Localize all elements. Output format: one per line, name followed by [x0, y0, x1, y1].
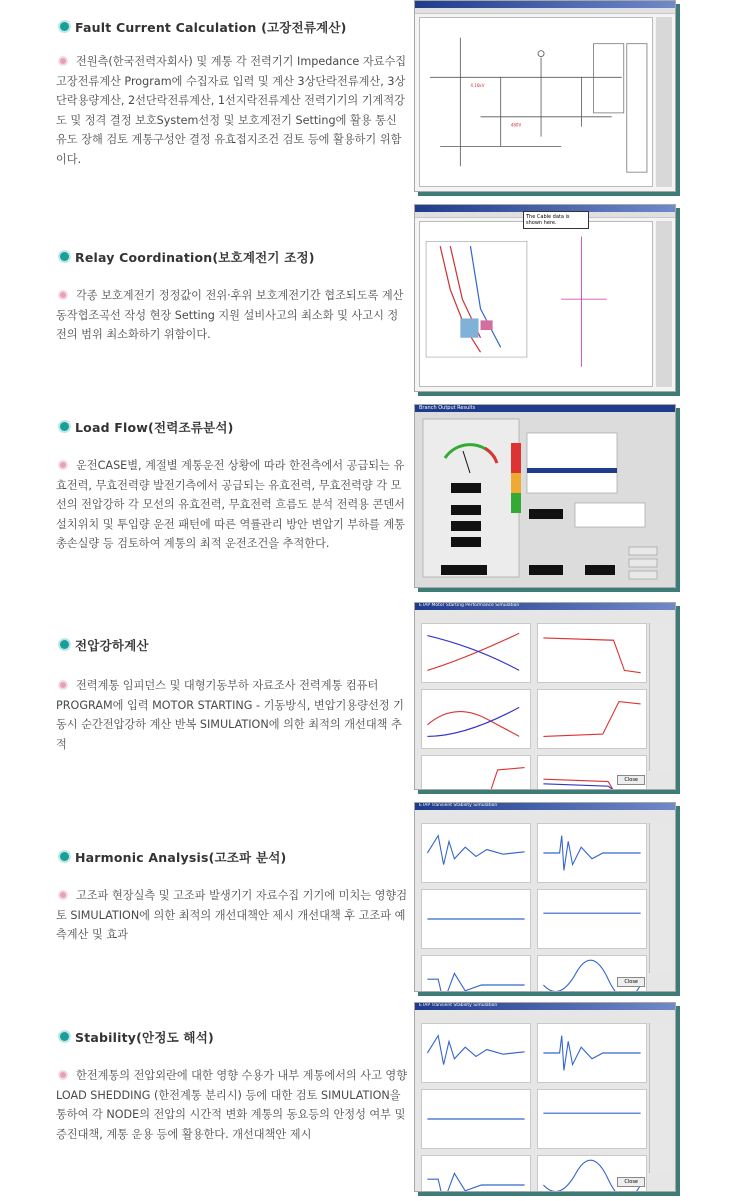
svg-text:480V: 480V [510, 122, 522, 128]
section-body: 운전CASE별, 계절별 계통운전 상황에 따라 한전측에서 공급되는 유효전력, 무효전력량 발전기측에서 공급되는 유효전력, 무효전력량 각 모선의 전압강하 각 모선의 유효전력, 무효전력 흐름도 분석 전력용 콘덴서 설치위치 및 투입량 운전 패턴에 따른 역률관리 방안 변압기 부하를 계통 총손실량 등 검토하여 계통의 최적 운전조건을 추적한다. [56, 459, 405, 551]
branch-output-dialog-icon [415, 413, 675, 588]
section-title: Harmonic Analysis(고조파 분석) [60, 848, 286, 866]
section-body: 고조파 현장실측 및 고조파 발생기기 자료수집 기기에 미치는 영향검토 SIMULATION에 의한 최적의 개선대책안 제시 개선대책 후 고조파 예측계산 및 효과 [56, 889, 408, 942]
section-stability [0, 1000, 729, 1200]
section-voltage-drop [0, 600, 729, 800]
close-button[interactable]: Close [617, 775, 645, 785]
pink-bullet-icon [60, 292, 66, 298]
section-title: Load Flow(전력조류분석) [60, 418, 234, 436]
section-body: 한전계통의 전압외란에 대한 영향 수용가 내부 계통에서의 사고 영향 LOAD SHEDDING (한전계통 분리시) 등에 대한 검토 SIMULATION을 통하여 각 NODE의 전압의 시간적 변화 계통의 동요등의 안정성 여부 및 증진대책, 계통 운용 등에 활용한다. 개선대책안 제시 [56, 1069, 408, 1141]
teal-bullet-icon [60, 852, 69, 861]
screenshot-motor-starting: ETAP Motor Starting Performance Simulation Close [414, 602, 676, 790]
screenshot-branch-output: Branch Output Results [414, 404, 676, 588]
pink-bullet-icon [60, 1072, 66, 1078]
section-fault-current [0, 0, 729, 200]
teal-bullet-icon [60, 640, 69, 649]
section-relay-coordination [0, 200, 729, 400]
teal-bullet-icon [60, 22, 69, 31]
single-line-diagram-icon [420, 18, 652, 186]
teal-bullet-icon [60, 422, 69, 431]
close-button[interactable]: Close [617, 977, 645, 987]
screenshot-single-line-diagram [414, 0, 676, 192]
screenshot-stability: ETAP Transient Stability Simulation Close [414, 1002, 676, 1192]
close-button[interactable]: Close [617, 1177, 645, 1187]
pink-bullet-icon [60, 58, 66, 64]
section-title: Stability(안정도 해석) [60, 1028, 214, 1046]
section-body: 전원측(한국전력자회사) 및 계통 각 전력기기 Impedance 자료수집 고장전류계산 Program에 수집자료 입력 및 계산 3상단락전류계산, 3상단락용량계산, 2선단락전류계산, 1선지락전류계산 전력기기의 기계적강도 및 정격 결정 보호System선정 및 보호계전기 Setting에 활용 통신 유도 장해 검토 계통구성안 결정 유효접지조건 검토 등에 활용하기 위함이다. [56, 55, 407, 166]
section-title: Relay Coordination(보호계전기 조정) [60, 248, 315, 266]
coordination-curve-icon [420, 222, 652, 386]
screenshot-coordination-curve [414, 204, 676, 392]
callout-box: The Cable data is shown here. [523, 211, 589, 229]
svg-text:4.16kV: 4.16kV [470, 83, 485, 89]
section-title: 전압강하계산 [60, 636, 149, 654]
section-load-flow [0, 400, 729, 600]
screenshot-harmonic: ETAP Transient Stability Simulation Close [414, 802, 676, 992]
teal-bullet-icon [60, 1032, 69, 1041]
section-title: Fault Current Calculation (고장전류계산) [60, 18, 347, 36]
pink-bullet-icon [60, 682, 66, 688]
section-body: 전력계통 임피던스 및 대형기동부하 자료조사 전력계통 컴퓨터 PROGRAM에 입력 MOTOR STARTING - 기동방식, 변압기용량선정 기동시 순간전압강하 계산 반복 SIMULATION에 의한 최적의 개선대책 추적 [56, 679, 404, 751]
section-harmonic [0, 800, 729, 1000]
teal-bullet-icon [60, 252, 69, 261]
pink-bullet-icon [60, 462, 66, 468]
pink-bullet-icon [60, 892, 66, 898]
section-body: 각종 보호계전기 정정값이 전위·후위 보호계전기간 협조되도록 계산 동작협조곡선 작성 현장 Setting 지원 설비사고의 최소화 및 사고시 정전의 범위 최소화하기 위함이다. [56, 289, 404, 342]
